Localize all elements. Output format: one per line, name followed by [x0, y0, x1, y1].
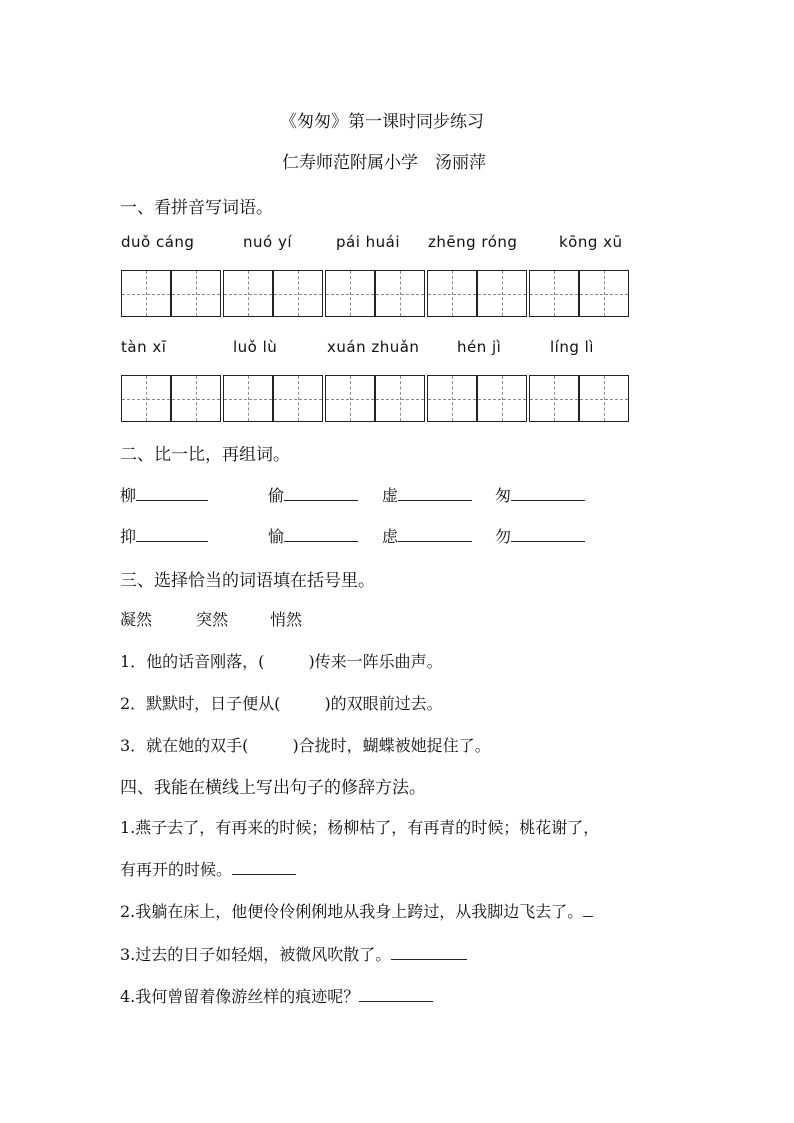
compare-char-item — [495, 524, 585, 547]
answer-blank[interactable] — [398, 526, 472, 542]
compare-char: 抑 — [120, 527, 137, 546]
section2-heading: 二、比一比，再组词。 — [120, 445, 290, 465]
writing-box[interactable] — [171, 270, 221, 317]
writing-box[interactable] — [477, 270, 527, 317]
sentence-text: )的双眼前过去。 — [324, 694, 443, 713]
answer-blank[interactable] — [583, 901, 593, 917]
writing-box[interactable] — [273, 270, 323, 317]
pinyin-label: nuó yí — [243, 233, 293, 251]
answer-blank[interactable] — [136, 485, 208, 501]
sentence-text: 有再开的时候。 — [120, 860, 233, 879]
pinyin-label: xuán zhuǎn — [327, 338, 420, 356]
word-option: 凝然 — [120, 610, 153, 629]
answer-blank[interactable] — [136, 526, 208, 542]
rhetoric-sentence-2 — [120, 899, 593, 922]
compare-char: 柳 — [120, 486, 137, 505]
word-option: 悄然 — [270, 610, 303, 629]
sentence-text: 3.过去的日子如轻烟，被微风吹散了。 — [120, 945, 392, 964]
writing-grid-row-1 — [121, 270, 631, 317]
fill-sentence-3 — [120, 733, 491, 756]
pinyin-label: duǒ cáng — [121, 233, 195, 251]
writing-box[interactable] — [375, 375, 425, 422]
writing-box[interactable] — [579, 375, 629, 422]
page-author: 仁寿师范附属小学 汤丽萍 — [282, 153, 486, 173]
writing-box[interactable] — [223, 270, 273, 317]
compare-char-item — [268, 524, 358, 547]
sentence-text: )合拢时，蝴蝶被她捉住了。 — [292, 736, 491, 755]
writing-box[interactable] — [427, 375, 477, 422]
writing-box[interactable] — [223, 375, 273, 422]
answer-blank[interactable] — [391, 944, 467, 960]
sentence-text: 4.我何曾留着像游丝样的痕迹呢？ — [120, 987, 360, 1006]
compare-char: 勿 — [495, 527, 512, 546]
pinyin-label: pái huái — [336, 233, 401, 251]
compare-char: 愉 — [268, 527, 285, 546]
compare-char: 虑 — [382, 527, 399, 546]
fill-sentence-2 — [120, 691, 443, 714]
pinyin-label: líng lì — [550, 338, 594, 356]
writing-grid-row-2 — [121, 375, 631, 422]
writing-box[interactable] — [529, 375, 579, 422]
fill-sentence-1 — [120, 649, 443, 672]
compare-char-item — [120, 524, 208, 547]
writing-box[interactable] — [325, 375, 375, 422]
compare-char-item — [495, 483, 585, 506]
page-title: 《匆匆》第一课时同步练习 — [280, 112, 484, 132]
sentence-text: )传来一阵乐曲声。 — [308, 652, 443, 671]
writing-box[interactable] — [529, 270, 579, 317]
sentence-text: 2.我躺在床上，他便伶伶俐俐地从我身上跨过，从我脚边飞去了。 — [120, 902, 584, 921]
writing-box[interactable] — [171, 375, 221, 422]
pinyin-label: luǒ lù — [233, 338, 278, 356]
answer-blank[interactable] — [284, 485, 358, 501]
pinyin-label: kōng xū — [559, 233, 623, 251]
answer-blank[interactable] — [511, 485, 585, 501]
writing-box[interactable] — [427, 270, 477, 317]
sentence-text: 1．他的话音刚落，( — [120, 652, 265, 671]
rhetoric-sentence-4 — [120, 984, 433, 1007]
answer-blank[interactable] — [284, 526, 358, 542]
rhetoric-sentence-1: 1.燕子去了，有再来的时候；杨柳枯了，有再青的时候；桃花谢了， — [120, 818, 600, 837]
writing-box[interactable] — [579, 270, 629, 317]
answer-blank[interactable] — [398, 485, 472, 501]
writing-box[interactable] — [273, 375, 323, 422]
compare-char: 匆 — [495, 486, 512, 505]
writing-box[interactable] — [121, 375, 171, 422]
word-option: 突然 — [196, 610, 229, 629]
pinyin-label: hén jì — [457, 338, 502, 356]
compare-char: 虚 — [382, 486, 399, 505]
compare-char-item — [120, 483, 208, 506]
answer-blank[interactable] — [511, 526, 585, 542]
pinyin-label: zhēng róng — [428, 233, 518, 251]
compare-char-item — [382, 524, 472, 547]
sentence-text: 2．默默时，日子便从( — [120, 694, 281, 713]
writing-box[interactable] — [325, 270, 375, 317]
writing-box[interactable] — [477, 375, 527, 422]
compare-char: 偷 — [268, 486, 285, 505]
rhetoric-sentence-1-cont — [120, 857, 296, 880]
section4-heading: 四、我能在横线上写出句子的修辞方法。 — [120, 778, 426, 798]
sentence-text: 3．就在她的双手( — [120, 736, 249, 755]
section1-heading: 一、看拼音写词语。 — [120, 198, 273, 218]
pinyin-label: tàn xī — [121, 338, 167, 356]
writing-box[interactable] — [121, 270, 171, 317]
writing-box[interactable] — [375, 270, 425, 317]
section3-heading: 三、选择恰当的词语填在括号里。 — [120, 571, 375, 591]
answer-blank[interactable] — [359, 986, 433, 1002]
answer-blank[interactable] — [232, 859, 296, 875]
compare-char-item — [382, 483, 472, 506]
compare-char-item — [268, 483, 358, 506]
rhetoric-sentence-3 — [120, 942, 467, 965]
